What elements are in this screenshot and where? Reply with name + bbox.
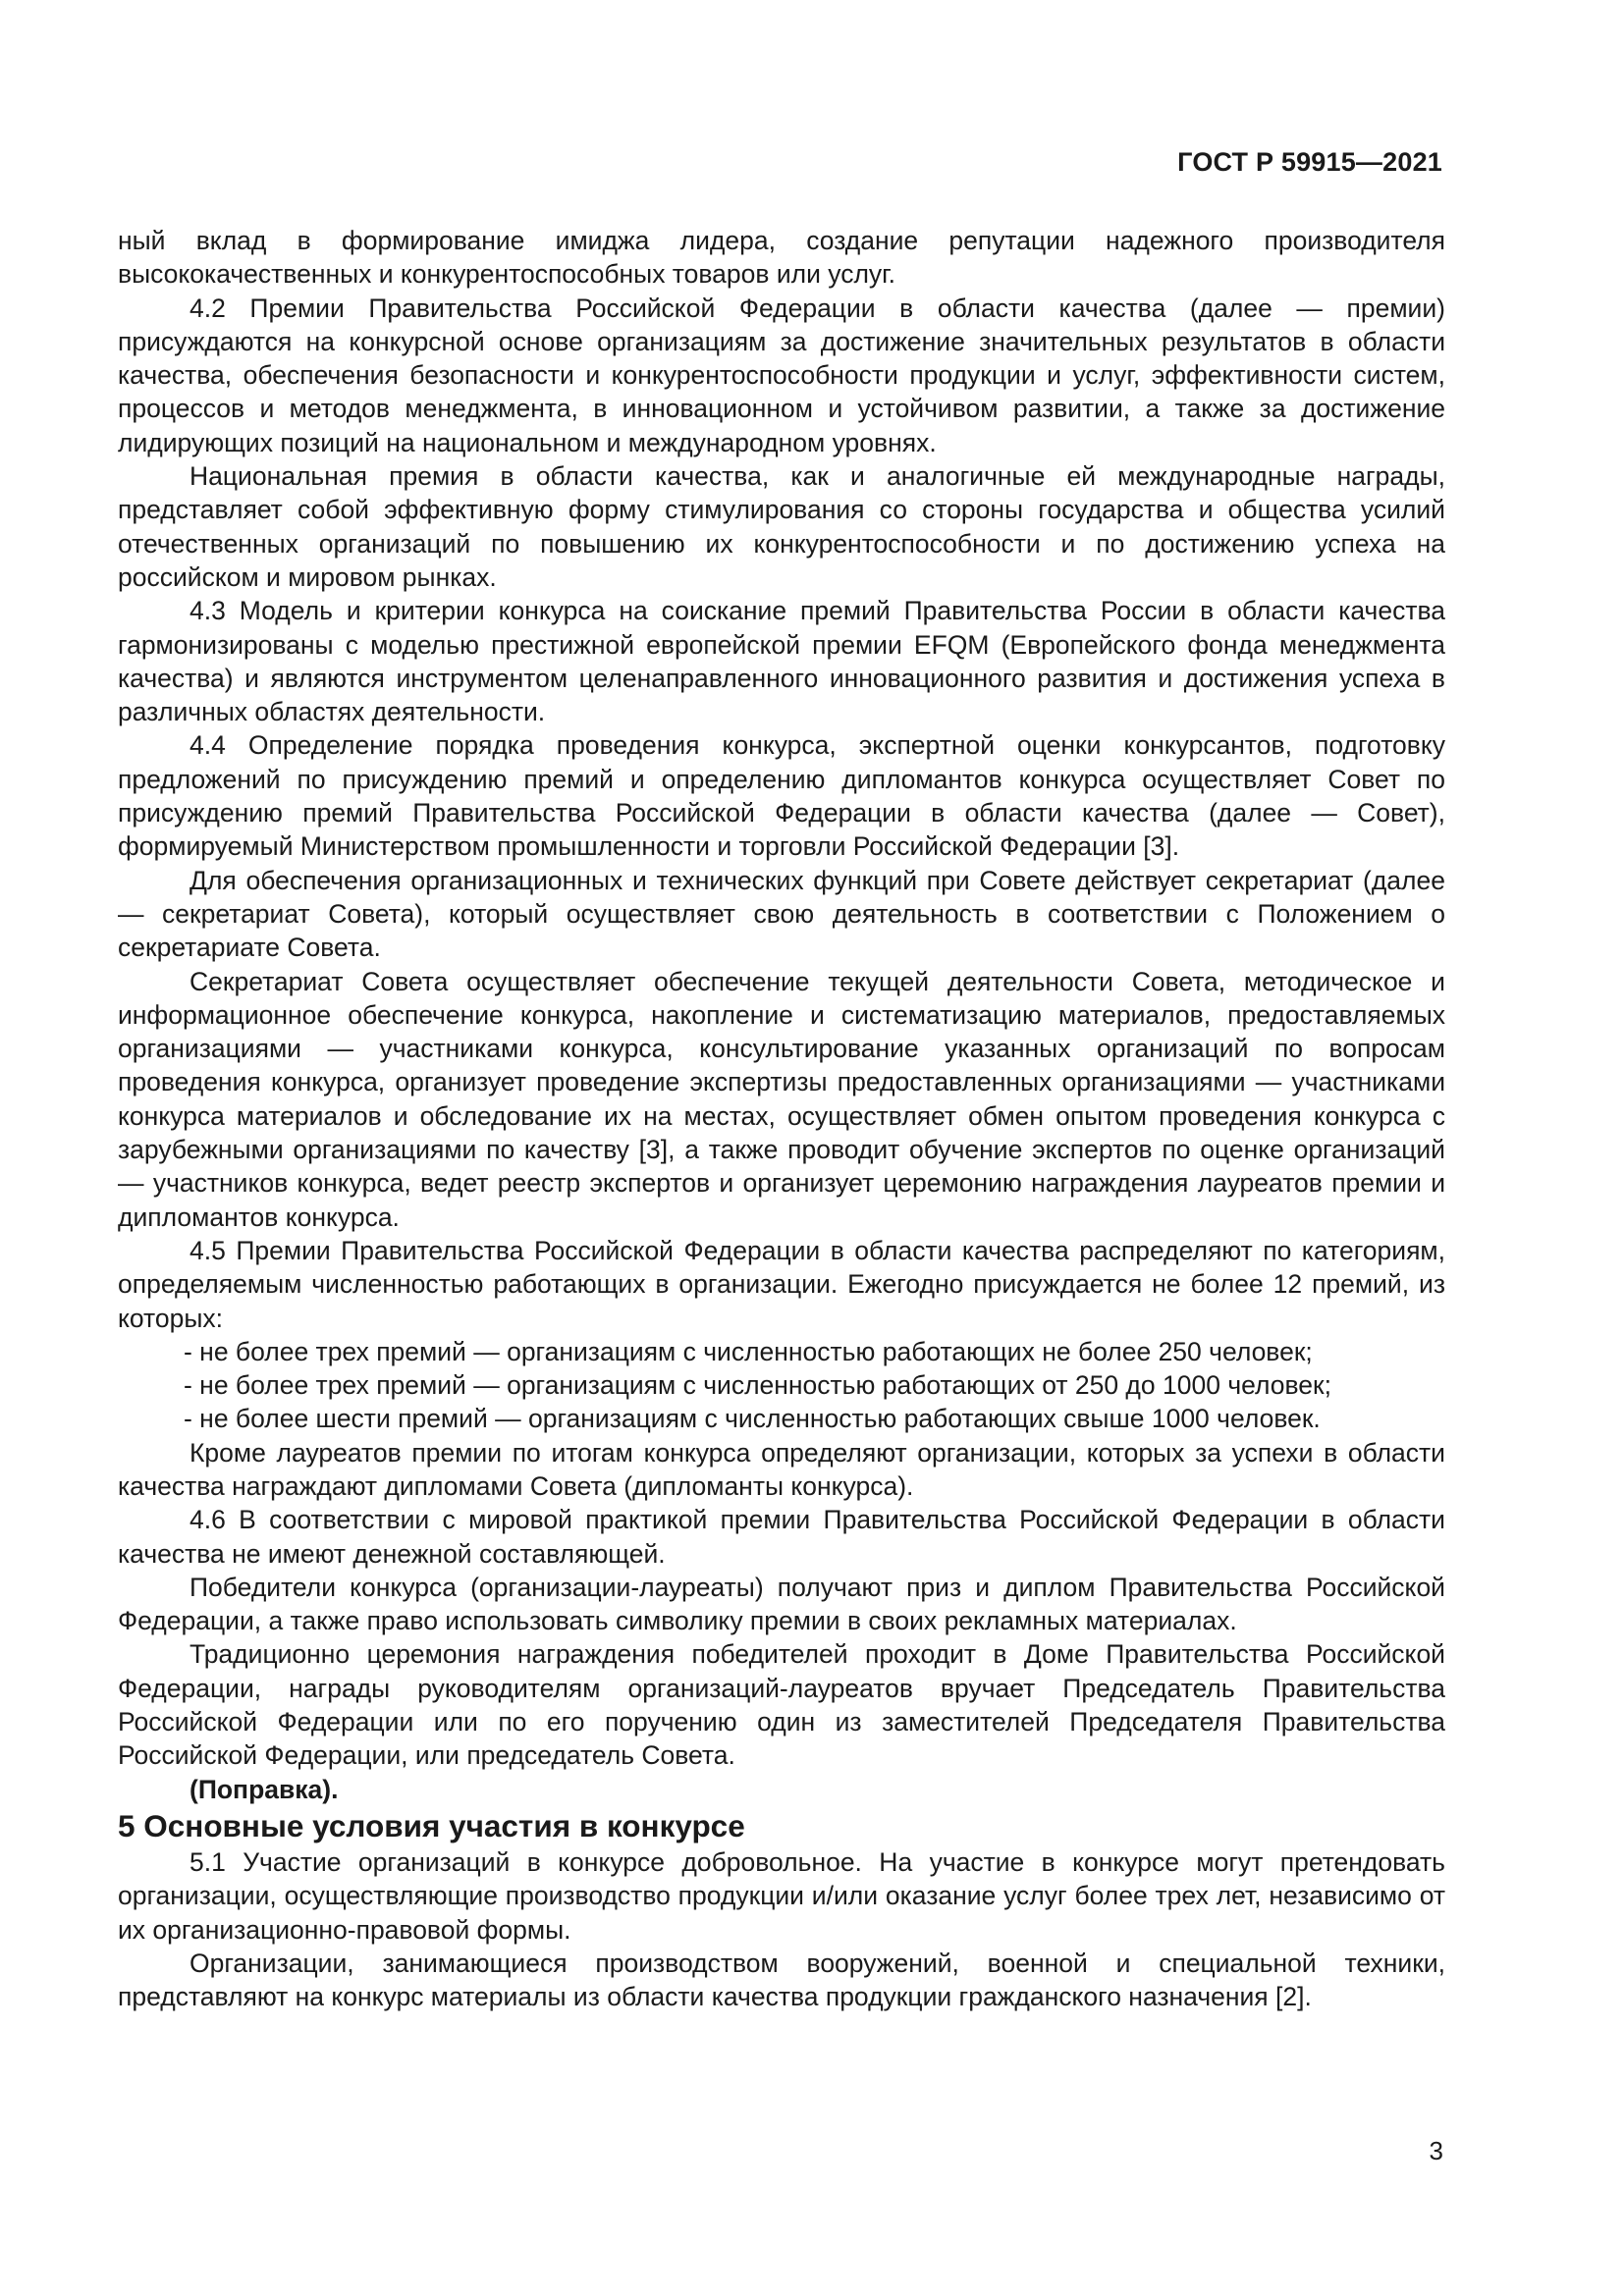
paragraph-4-5: 4.5 Премии Правительства Российской Федерации в области качества распределяют по категориям, определяемым численностью работающих в организации. Ежегодно присуждается не более 12 премий, из которых: — [118, 1235, 1445, 1333]
paragraph: Организации, занимающиеся производством вооружений, военной и специальной техники, представляют на конкурс материалы из области качества продукции гражданского назначения [2]. — [118, 1948, 1445, 2012]
paragraph: Традиционно церемония награждения победителей проходит в Доме Правительства Российской Федерации, награды руководителям организаций-лауреатов вручает Председатель Правительства Российской Федерации или по его поручению один из заместителей Председателя Правительства Российской Федерации, или председатель Совета. — [118, 1639, 1445, 1771]
paragraph-4-4: 4.4 Определение порядка проведения конкурса, экспертной оценки конкурсантов, подготовку предложений по присуждению премий и определению дипломантов конкурса осуществляет Совет по присуждению премий Правительства Российской Федерации в области качества (далее — Совет), формируемый Министерством промышленности и торговли Российской Федерации [3]. — [118, 730, 1445, 862]
list-item: - не более трех премий — организациям с численностью работающих не более 250 человек; — [184, 1336, 1313, 1366]
section-5-title: 5 Основные условия участия в конкурсе — [118, 1807, 745, 1843]
document-body — [118, 224, 1445, 2013]
list-item: - не более трех премий — организациям с численностью работающих от 250 до 1000 человек; — [184, 1370, 1331, 1401]
paragraph: Кроме лауреатов премии по итогам конкурса определяют организации, которых за успехи в области качества награждают дипломами Совета (дипломанты конкурса). — [118, 1437, 1445, 1501]
document-header: ГОСТ Р 59915—2021 — [1177, 147, 1442, 177]
paragraph: Секретариат Совета осуществляет обеспечение текущей деятельности Совета, методическое и информационное обеспечение конкурса, накопление и систематизацию материалов, предоставляемых организациями — участниками конкурса, консультирование указанных организаций по вопросам проведения конкурса, организует проведение экспертизы предоставленных организациями — участниками конкурса материалов и обследование их на местах, осуществляет обмен опытом проведения конкурса с зарубежными организациями по качеству [3], а также проводит обучение экспертов по оценке организаций — участников конкурса, ведет реестр экспертов и организует церемонию награждения лауреатов премии и дипломантов конкурса. — [118, 966, 1445, 1232]
amendment-note: (Поправка). — [189, 1774, 339, 1804]
paragraph-4-2: 4.2 Премии Правительства Российской Федерации в области качества (далее — премии) присуждаются на конкурсной основе организациям за достижение значительных результатов в области качества, обеспечения безопасности и конкурентоспособности продукции и услуг, эффективности систем, процессов и методов менеджмента, в инновационном и устойчивом развитии, а также за достижение лидирующих позиций на национальном и международном уровнях. — [118, 293, 1445, 457]
page-number: 3 — [1429, 2136, 1443, 2165]
paragraph-4-6: 4.6 В соответствии с мировой практикой премии Правительства Российской Федерации в области качества не имеют денежной составляющей. — [118, 1505, 1445, 1569]
paragraph-4-3: 4.3 Модель и критерии конкурса на соискание премий Правительства России в области качества гармонизированы с моделью престижной европейской премии EFQM (Европейского фонда менеджмента качества) и являются инструментом целенаправленного инновационного развития и достижения успеха в различных областях деятельности. — [118, 596, 1445, 727]
paragraph: Для обеспечения организационных и технических функций при Совете действует секретариат (далее — секретариат Совета), который осуществляет свою деятельность в соответствии с Положением о секретариате Совета. — [118, 865, 1445, 963]
paragraph-5-1: 5.1 Участие организаций в конкурсе добровольное. На участие в конкурсе могут претендовать организации, осуществляющие производство продукции и/или оказание услуг более трех лет, независимо от их организационно-правовой формы. — [118, 1846, 1445, 1945]
paragraph: Победители конкурса (организации-лауреаты) получают приз и диплом Правительства Российской Федерации, а также право использовать символику премии в своих рекламных материалах. — [118, 1572, 1445, 1636]
paragraph-continuation: ный вклад в формирование имиджа лидера, создание репутации надежного производителя высококачественных и конкурентоспособных товаров или услуг. — [118, 226, 1445, 290]
list-item: - не более шести премий — организациям с численностью работающих свыше 1000 человек. — [184, 1404, 1321, 1434]
paragraph: Национальная премия в области качества, как и аналогичные ей международные награды, представляет собой эффективную форму стимулирования со стороны государства и общества усилий отечественных организаций по повышению их конкурентоспособности и по достижению успеха на российском и мировом рынках. — [118, 461, 1445, 592]
